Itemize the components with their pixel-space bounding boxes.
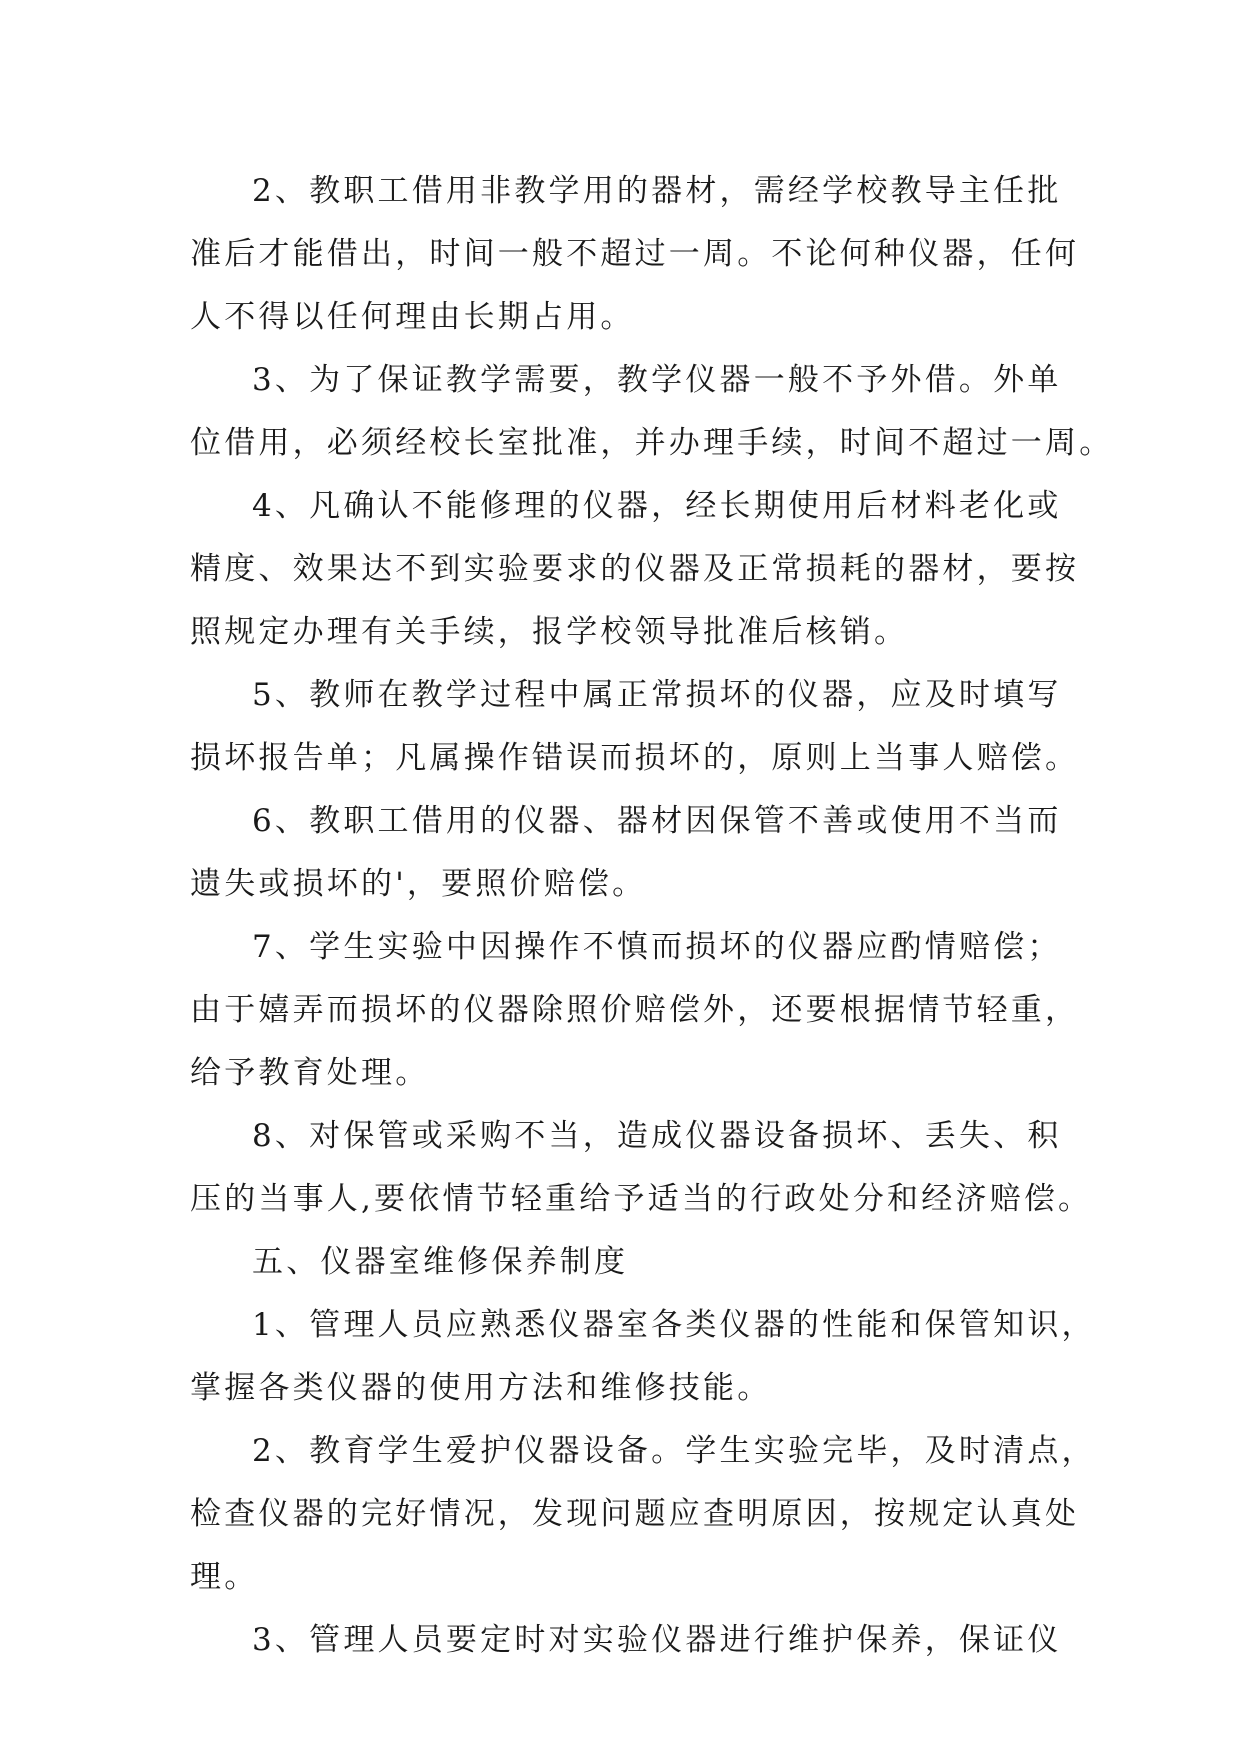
text-line: 2、教育学生爱护仪器设备。学生实验完毕，及时清点， [252,1433,1096,1469]
text-line: 4、凡确认不能修理的仪器，经长期使用后材料老化或 [252,488,1062,524]
text-line: 7、学生实验中因操作不慎而损坏的仪器应酌情赔偿； [252,929,1062,965]
text-line: 损坏报告单；凡属操作错误而损坏的，原则上当事人赔偿。 [190,740,1080,776]
text-line: 1、管理人员应熟悉仪器室各类仪器的性能和保管知识， [252,1307,1096,1343]
paragraph-7-student-damage [190,916,1080,1105]
document-body [190,160,1114,1672]
text-line: 人不得以任何理由长期占用。 [190,299,635,335]
text-line: 2、教职工借用非教学用的器材，需经学校教导主任批 [252,173,1062,209]
paragraph-1-staff-knowledge [190,1294,1096,1420]
text-line: 掌握各类仪器的使用方法和维修技能。 [190,1370,772,1406]
text-line: 检查仪器的完好情况，发现问题应查明原因，按规定认真处 [190,1496,1080,1532]
text-line: 位借用，必须经校长室批准，并办理手续，时间不超过一周。 [190,425,1114,461]
text-line: 理。 [190,1559,259,1595]
text-line: 照规定办理有关手续，报学校领导批准后核销。 [190,614,909,650]
text-line: 给予教育处理。 [190,1055,430,1091]
text-line: 3、为了保证教学需要，教学仪器一般不予外借。外单 [252,362,1062,398]
text-line: 压的当事人,要依情节轻重给予适当的行政处分和经济赔偿。 [190,1181,1093,1217]
paragraph-2-student-care [190,1420,1096,1609]
section-heading-maintenance [190,1231,1070,1294]
paragraph-2-borrow-non-teaching [190,160,1080,349]
text-line: 5、教师在教学过程中属正常损坏的仪器，应及时填写 [252,677,1062,713]
paragraph-3-external-loan [190,349,1114,475]
text-line: 6、教职工借用的仪器、器材因保管不善或使用不当而 [252,803,1062,839]
paragraph-4-write-off [190,475,1080,664]
text-line: 3、管理人员要定时对实验仪器进行维护保养，保证仪 [252,1622,1062,1658]
text-line: 由于嬉弄而损坏的仪器除照价赔偿外，还要根据情节轻重， [190,992,1080,1028]
paragraph-5-damage-report [190,664,1080,790]
section-heading: 五、仪器室维修保养制度 [252,1244,629,1280]
text-line: 8、对保管或采购不当，造成仪器设备损坏、丢失、积 [252,1118,1062,1154]
paragraph-3-regular-maintenance [190,1609,1070,1672]
text-line: 准后才能借出，时间一般不超过一周。不论何种仪器，任何 [190,236,1080,272]
text-line: 遗失或损坏的'，要照价赔偿。 [190,866,647,902]
paragraph-6-loss-compensation [190,790,1070,916]
paragraph-8-procurement-penalty [190,1105,1093,1231]
text-line: 精度、效果达不到实验要求的仪器及正常损耗的器材，要按 [190,551,1080,587]
